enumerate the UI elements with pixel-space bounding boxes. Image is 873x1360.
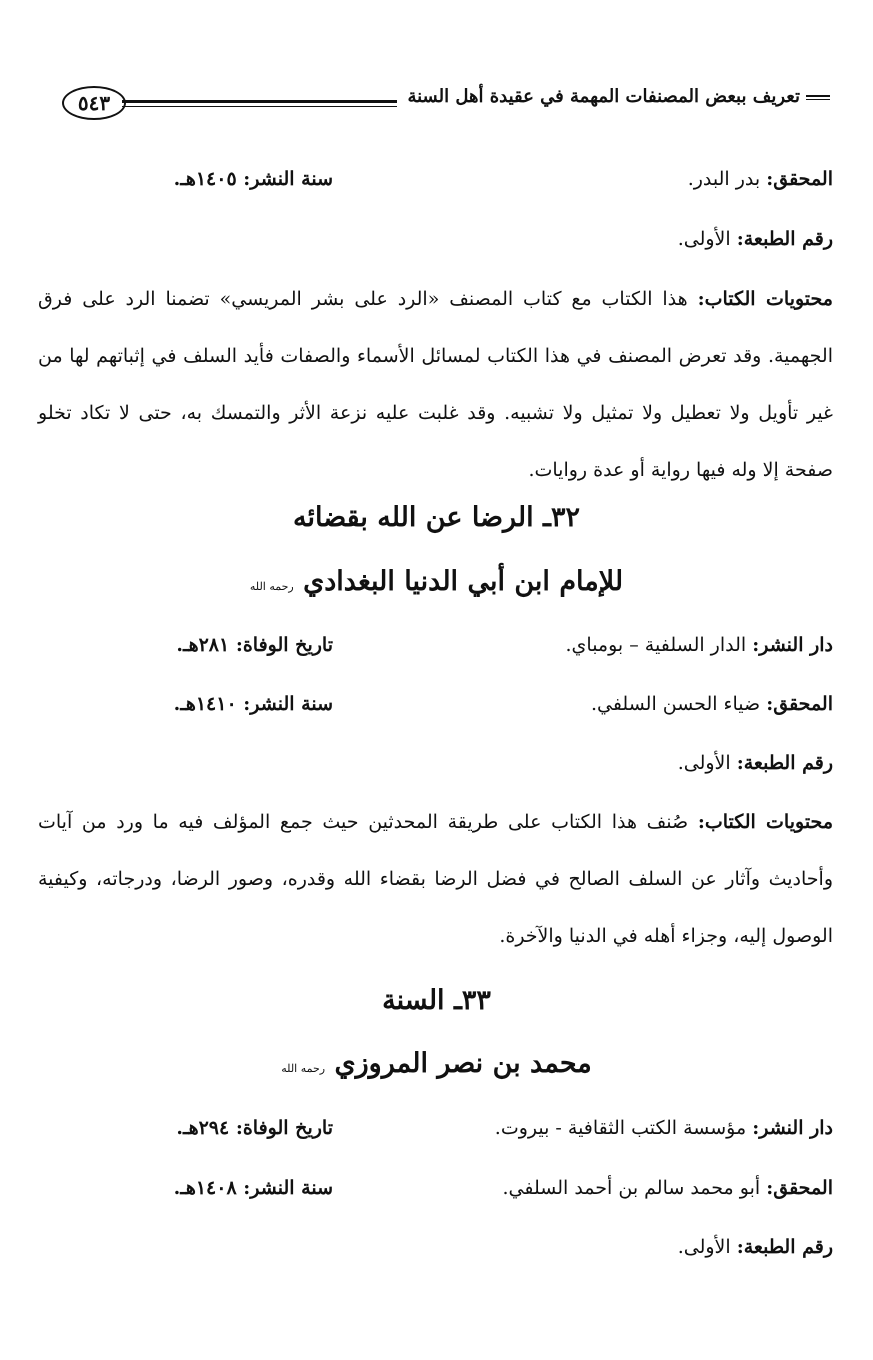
editor-label: المحقق: xyxy=(766,693,833,715)
edition-label: رقم الطبعة: xyxy=(736,228,833,250)
death-value: ٢٨١هـ. xyxy=(176,634,230,656)
publisher-value: مؤسسة الكتب الثقافية - بيروت. xyxy=(494,1117,747,1139)
death-line xyxy=(176,1117,333,1139)
page-header xyxy=(62,84,834,124)
editor-label: المحقق: xyxy=(766,1177,833,1199)
editor-line xyxy=(688,168,833,190)
page-number: ٥٤٣ xyxy=(62,86,126,120)
book-33-author: محمد بن نصر المروزي xyxy=(334,1048,592,1079)
contents-label: محتويات الكتاب: xyxy=(697,288,833,310)
editor-value: بدر البدر. xyxy=(687,168,761,190)
death-value: ٢٩٤هـ. xyxy=(176,1117,230,1139)
pubyear-label: سنة النشر: xyxy=(243,168,333,190)
book-33-author-line xyxy=(0,1048,873,1079)
publisher-line xyxy=(495,1117,833,1139)
edition-value: الأولى. xyxy=(677,1236,731,1258)
edition-label: رقم الطبعة: xyxy=(736,1236,833,1258)
pubyear-line xyxy=(174,693,333,715)
running-title-wrap xyxy=(397,86,834,107)
edition-value: الأولى. xyxy=(677,752,731,774)
edition-value: الأولى. xyxy=(677,228,731,250)
publisher-line xyxy=(566,634,834,656)
pubyear-line xyxy=(174,1177,333,1199)
pubyear-label: سنة النشر: xyxy=(243,693,333,715)
book-33-title: ٣٣ـ السنة xyxy=(382,985,491,1016)
editor-line xyxy=(503,1177,834,1199)
publisher-label: دار النشر: xyxy=(752,634,833,656)
contents-paragraph xyxy=(38,271,833,499)
publisher-value: الدار السلفية – بومباي. xyxy=(565,634,747,656)
editor-value: ضياء الحسن السلفي. xyxy=(590,693,761,715)
edition-label: رقم الطبعة: xyxy=(736,752,833,774)
pubyear-value: ١٤٠٨هـ. xyxy=(173,1177,237,1199)
death-label: تاريخ الوفاة: xyxy=(235,634,333,656)
editor-line xyxy=(591,693,833,715)
editor-value: أبو محمد سالم بن أحمد السلفي. xyxy=(502,1177,761,1199)
pubyear-line xyxy=(174,168,333,190)
running-title: تعريف ببعض المصنفات المهمة في عقيدة أهل السنة xyxy=(407,86,800,107)
book-32-title: ٣٢ـ الرضا عن الله بقضائه xyxy=(293,502,580,533)
book-32-author-line xyxy=(0,566,873,597)
publisher-label: دار النشر: xyxy=(752,1117,833,1139)
contents-text: صُنف هذا الكتاب على طريقة المحدثين حيث جمع المؤلف فيه ما ورد من آيات وأحاديث وآثار عن السلف الصالح في فضل الرضا بقضاء الله وقدره، وصور الرضا، ودرجاته، وكيفية الوصول إليه، وجزاء أهله في الدنيا والآخرة. xyxy=(38,811,833,947)
book-32-author: للإمام ابن أبي الدنيا البغدادي xyxy=(303,566,624,597)
honorific-seal: رحمه الله xyxy=(249,580,294,593)
editor-label: المحقق: xyxy=(766,168,833,190)
pubyear-value: ١٤١٠هـ. xyxy=(173,693,237,715)
contents-label: محتويات الكتاب: xyxy=(697,811,833,833)
death-line xyxy=(176,634,333,656)
edition-line xyxy=(678,752,833,774)
pubyear-label: سنة النشر: xyxy=(243,1177,333,1199)
edition-line xyxy=(678,1236,833,1258)
title-dash xyxy=(806,95,830,100)
edition-line xyxy=(678,228,833,250)
contents-text: هذا الكتاب مع كتاب المصنف «الرد على بشر المريسي» تضمنا الرد على فرق الجهمية. وقد تعرض المصنف في هذا الكتاب لمسائل الأسماء والصفات فأيد السلف في إثباتهم لها من غير تأويل ولا تعطيل ولا تمثيل ولا تشبيه. وقد غلبت عليه نزعة الأثر والتمسك به، حتى لا تكاد تخلو صفحة إلا وله فيها رواية أو عدة روايات. xyxy=(38,288,833,481)
pubyear-value: ١٤٠٥هـ. xyxy=(173,168,237,190)
honorific-seal: رحمه الله xyxy=(281,1062,326,1075)
contents-paragraph xyxy=(38,794,833,965)
death-label: تاريخ الوفاة: xyxy=(235,1117,333,1139)
